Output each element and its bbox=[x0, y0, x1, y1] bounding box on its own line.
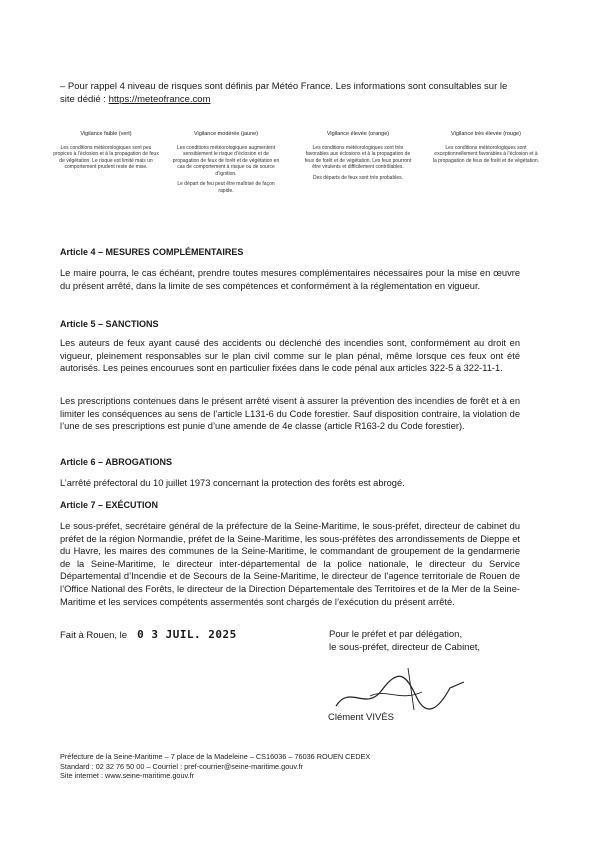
article-5-heading: Article 5 – SANCTIONS bbox=[60, 319, 159, 329]
level-title: Vigilance très élevée (rouge) bbox=[451, 131, 521, 137]
signer-name: Clément VIVÈS bbox=[328, 712, 394, 723]
meteofrance-link[interactable]: https://meteofrance.com bbox=[108, 94, 211, 105]
vigilance-levels bbox=[52, 131, 552, 209]
level-description: Les conditions météorologiques sont exceptionnellement favorables à l’éclosion et à la propagation de feux de forêt et de végétation. bbox=[432, 144, 540, 164]
place-and-date bbox=[60, 628, 237, 641]
level-description: Les conditions météorologiques augmentent sensiblement le risque d’éclosion et de propagation de feux de forêt et de végétation en cas de comportement à risque ou de source d’ignition. bbox=[172, 144, 280, 177]
article-6-heading: Article 6 – ABROGATIONS bbox=[60, 457, 173, 467]
article-4-paragraph: Le maire pourra, le cas échéant, prendre toutes mesures complémentaires nécessaires pour la mise en œuvre du présent arrêté, dans la limite de ses compétences et conformément à la réglementation en vigueur. bbox=[60, 268, 520, 291]
delegation-line-2: le sous-préfet, directeur de Cabinet, bbox=[329, 642, 481, 653]
article-5-paragraph-2: Les prescriptions contenues dans le présent arrêté visent à assurer la prévention des incendies de forêt et à en limiter les conséquences au sens de l’article L131-6 du Code forestier. Sauf disposition contraire, la violation de l’une de ses prescriptions est punie d’une amende de 4e classe (article R163-2 du Code forestier). bbox=[60, 396, 520, 432]
level-note: Le départ de feu peut être maîtrisé de façon rapide. bbox=[177, 181, 275, 194]
level-title: Vigilance faible (vert) bbox=[80, 131, 132, 137]
footer-contact: Standard : 02 32 76 50 00 – Courriel : pref-courrier@seine-maritime.gouv.fr bbox=[60, 761, 303, 771]
handwritten-signature bbox=[330, 666, 470, 716]
level-note: Des départs de feux sont très probables. bbox=[312, 174, 404, 181]
level-title: Vigilance élevée (orange) bbox=[326, 131, 390, 137]
article-6-paragraph: L’arrêté préfectoral du 10 juillet 1973 concernant la protection des forêts est abrogé. bbox=[60, 478, 405, 488]
page-footer bbox=[60, 752, 370, 781]
intro-text: – Pour rappel 4 niveau de risques sont définis par Météo France. Les informations sont consultables sur le site dédié : bbox=[60, 81, 508, 105]
delegation-line-1: Pour le préfet et par délégation, bbox=[329, 629, 463, 640]
article-7-heading: Article 7 – EXÉCUTION bbox=[60, 500, 159, 510]
article-7-paragraph: Le sous-préfet, secrétaire général de la préfecture de la Seine-Maritime, le sous-préfet, directeur de cabinet du préfet de la région Normandie, préfet de la Seine-Maritime, les sous-préfètes des arrondissements de Dieppe et du Havre, les maires des communes de la Seine-Maritime, le commandant de groupement de la gendarmerie de la Seine-Maritime, le directeur inter-départemental de la police nationale, le directeur du Service Départemental d’Incendie et de Secours de la Seine-Maritime, le directeur de l’agence territoriale de Rouen de l’Office National des Forêts, le directeur de la Direction Départementale des Territoires et de la Mer de la Seine-Maritime et les services compétents assermentés sont chargés de l’exécution du présent arrêté. bbox=[60, 521, 520, 607]
footer-address: Préfecture de la Seine-Maritime – 7 place de la Madeleine – CS16036 – 76036 ROUEN CEDEX bbox=[60, 752, 371, 761]
footer-website: Site internet : www.seine-maritime.gouv.fr bbox=[60, 771, 195, 780]
vigilance-level-red bbox=[432, 131, 540, 168]
vigilance-level-green bbox=[52, 131, 160, 175]
fait-label: Fait à Rouen, le bbox=[60, 630, 128, 641]
level-description: Les conditions météorologiques sont très favorables aux éclosions et à la propagation de feux de forêt et de végétation. Les feux pourront être virulents et difficilement contrôlables. bbox=[304, 144, 412, 170]
intro-paragraph bbox=[60, 80, 520, 106]
delegation-block bbox=[329, 628, 480, 654]
level-title: Vigilance modérée (jaune) bbox=[193, 131, 259, 137]
article-4-heading: Article 4 – MESURES COMPLÉMENTAIRES bbox=[60, 247, 244, 257]
vigilance-level-orange bbox=[304, 131, 412, 185]
vigilance-level-yellow bbox=[172, 131, 280, 198]
article-5-paragraph-1: Les auteurs de feux ayant causé des accidents ou déclenché des incendies sont, conformément au droit en vigueur, pleinement responsables sur le plan civil comme sur le plan pénal, même lorsque ces feux ont été autorisés. Les peines encourues sont en particulier fixées dans le code pénal aux articles 322-5 à 322-11-1. bbox=[60, 338, 520, 374]
date-stamp: 0 3 JUIL. 2025 bbox=[137, 628, 237, 641]
level-description: Les conditions météorologiques sont peu propices à l’éclosion et à la propagation de feux de végétation. Le risque est limité mais un comportement prudent reste de mise. bbox=[53, 144, 159, 170]
